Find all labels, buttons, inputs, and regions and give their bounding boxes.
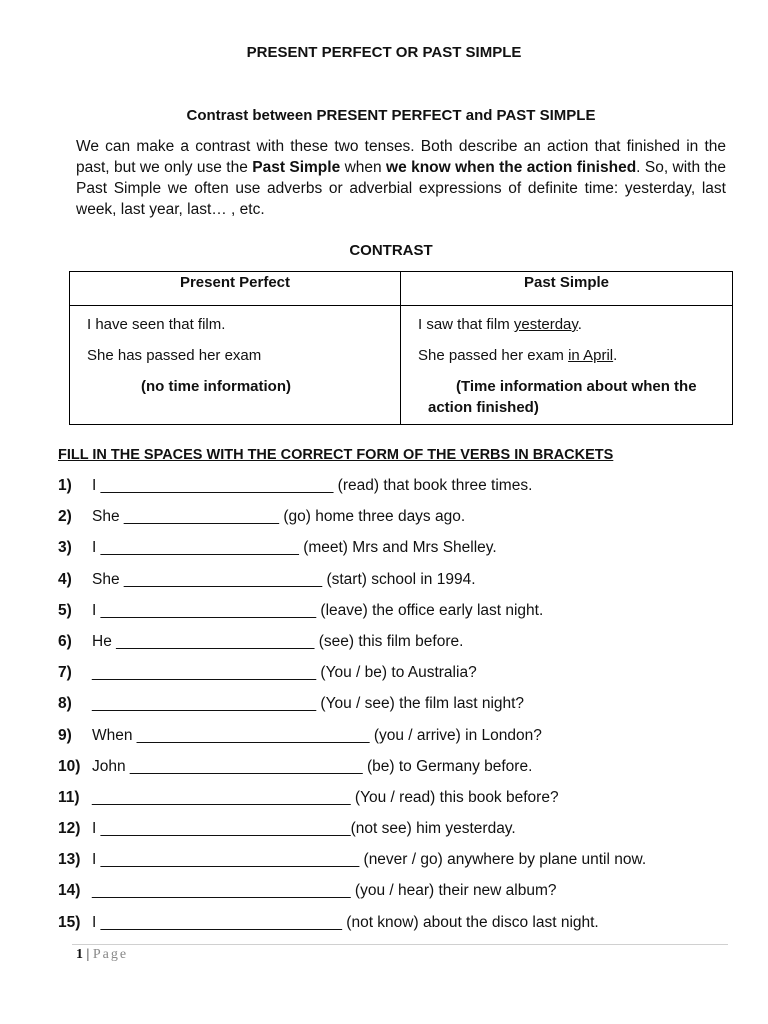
exercise-item	[58, 789, 738, 820]
intro-text-1: We can make a contrast with these two tenses. Both describe an action that finished in the past, but we only use the	[76, 138, 726, 176]
exercise-number: 2)	[58, 508, 72, 526]
exercise-text: __________________________ (You / see) the film last night?	[92, 695, 525, 713]
ps-example-2-text: She passed her exam	[418, 347, 569, 364]
ps-example-1-underlined: yesterday	[513, 316, 578, 333]
contrast-table	[69, 271, 733, 425]
exercise-number: 5)	[58, 601, 72, 619]
ps-example-1-end: .	[577, 316, 582, 333]
exercise-number: 12)	[58, 820, 81, 838]
intro-text-3: . So, with the Past Simple we often use adverbs or adverbial expressions of definite time: yesterday, last week, last year, last… , etc.	[76, 159, 727, 218]
exercise-text: I _________________________ (leave) the office early last night.	[92, 601, 544, 619]
exercise-text: I ____________________________ (not know) about the disco last night.	[92, 913, 599, 931]
exercise-text: I ______________________________ (never / go) anywhere by plane until now.	[92, 851, 647, 869]
exercise-number: 7)	[58, 664, 72, 682]
exercise-text: __________________________ (You / be) to Australia?	[92, 664, 477, 682]
exercise-text: She __________________ (go) home three days ago.	[92, 508, 466, 526]
exercise-item	[58, 820, 738, 851]
exercise-item	[58, 914, 738, 945]
header-present-perfect: Present Perfect	[70, 272, 401, 306]
intro-bold-2: we know when the action finished	[386, 159, 637, 176]
exercise-item	[58, 664, 738, 695]
page-footer	[76, 947, 128, 963]
table-body-row	[70, 306, 733, 425]
intro-paragraph	[76, 136, 726, 220]
exercise-item	[58, 539, 738, 570]
exercise-number: 8)	[58, 695, 72, 713]
pp-example-1: I have seen that film.	[87, 316, 226, 333]
cell-present-perfect	[70, 306, 401, 425]
ps-example-2	[418, 345, 724, 366]
exercise-text: He _______________________ (see) this film before.	[92, 632, 464, 650]
exercise-item	[58, 851, 738, 882]
exercise-text: I ___________________________ (read) that book three times.	[92, 477, 533, 494]
page-number: 1	[76, 947, 83, 962]
exercise-heading: FILL IN THE SPACES WITH THE CORRECT FORM OF THE VERBS IN BRACKETS	[58, 447, 614, 463]
exercise-item	[58, 758, 738, 789]
exercise-number: 4)	[58, 570, 72, 588]
exercise-number: 13)	[58, 851, 81, 869]
exercise-number: 14)	[58, 882, 81, 900]
exercise-text: I _______________________ (meet) Mrs and Mrs Shelley.	[92, 539, 497, 557]
exercise-item	[58, 882, 738, 913]
exercise-item	[58, 727, 738, 758]
exercise-number: 3)	[58, 539, 72, 557]
exercise-number: 15)	[58, 913, 81, 931]
exercise-number: 9)	[58, 726, 72, 744]
exercise-text: ______________________________ (You / read) this book before?	[92, 788, 559, 806]
ps-example-1-text: I saw that film	[418, 316, 514, 333]
section-subtitle: Contrast between PRESENT PERFECT and PAST SIMPLE	[186, 107, 596, 124]
intro-bold-1: Past Simple	[252, 159, 341, 176]
pp-example-2: She has passed her exam	[87, 347, 262, 364]
exercise-list	[58, 477, 738, 945]
exercise-item	[58, 695, 738, 726]
footer-separator: |	[83, 947, 93, 962]
exercise-number: 6)	[58, 632, 72, 650]
contrast-heading: CONTRAST	[349, 242, 433, 259]
exercise-text: I _____________________________(not see) him yesterday.	[92, 820, 516, 838]
exercise-number: 1)	[58, 477, 72, 494]
pp-note: (no time information)	[141, 378, 291, 395]
exercise-number: 10)	[58, 757, 81, 775]
exercise-item	[58, 508, 738, 539]
cell-past-simple	[401, 306, 733, 425]
header-past-simple: Past Simple	[401, 272, 733, 306]
exercise-item	[58, 571, 738, 602]
exercise-item	[58, 602, 738, 633]
exercise-text: She _______________________ (start) school in 1994.	[92, 570, 476, 588]
ps-example-2-end: .	[613, 347, 618, 364]
footer-divider	[72, 944, 728, 945]
ps-example-2-underlined: in April	[568, 347, 614, 364]
exercise-text: When ___________________________ (you / arrive) in London?	[92, 726, 542, 744]
ps-example-1	[418, 314, 724, 335]
document-title: PRESENT PERFECT OR PAST SIMPLE	[246, 44, 522, 61]
table-header-row	[70, 272, 733, 306]
exercise-item	[58, 477, 738, 508]
exercise-text: John ___________________________ (be) to Germany before.	[92, 757, 533, 775]
ps-note: (Time information about when the action finished)	[428, 378, 697, 416]
exercise-number: 11)	[58, 788, 80, 806]
exercise-item	[58, 633, 738, 664]
exercise-text: ______________________________ (you / hear) their new album?	[92, 882, 557, 900]
page-label: Page	[92, 947, 129, 962]
intro-text-2: when	[340, 159, 387, 176]
